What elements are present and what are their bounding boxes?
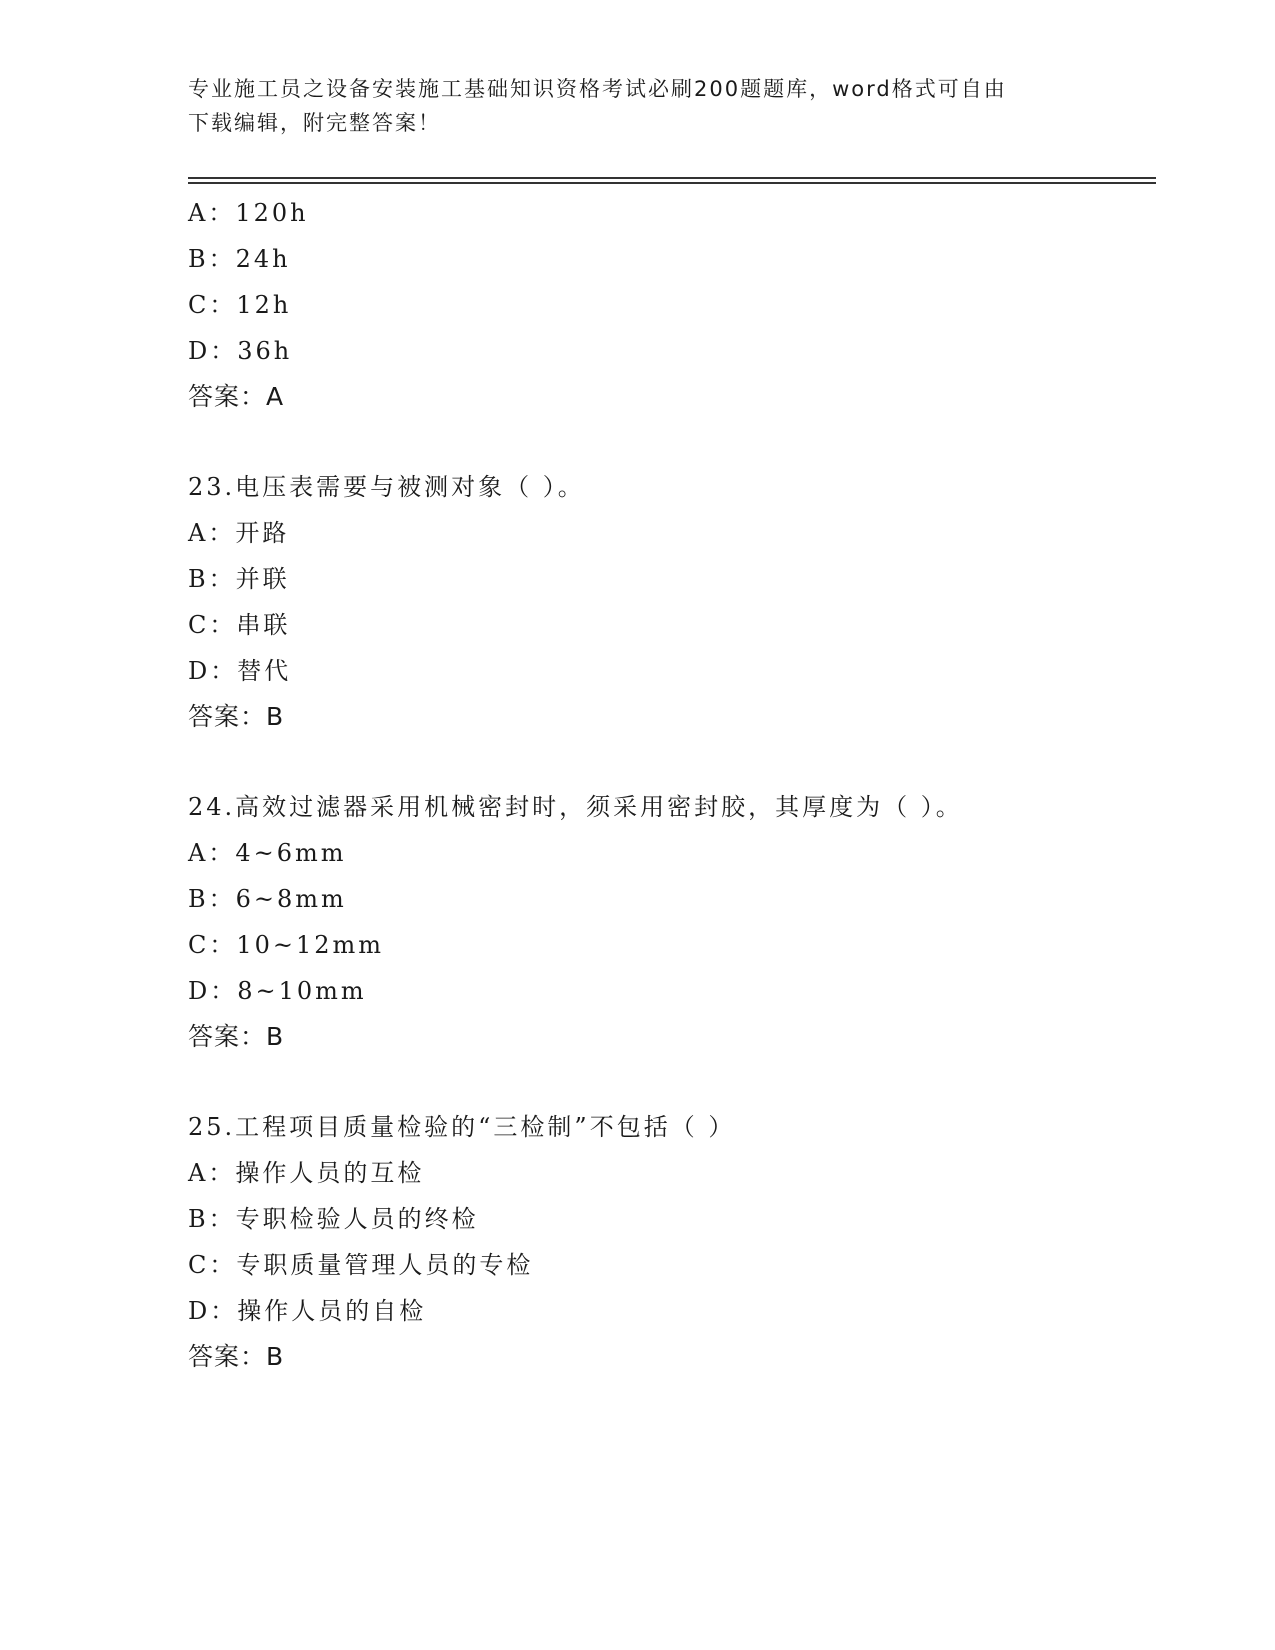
option-c: C：12h <box>188 291 292 319</box>
option-a: A：操作人员的互检 <box>188 1159 425 1187</box>
question-24 <box>188 784 1156 1060</box>
header-divider-top <box>188 177 1156 179</box>
option-d: D：8~10mm <box>188 977 367 1005</box>
spacer <box>188 1060 1156 1104</box>
question-25 <box>188 1104 1156 1380</box>
option-a: A：开路 <box>188 519 290 547</box>
option-a: A：4~6mm <box>188 839 347 867</box>
option-d: D：替代 <box>188 657 292 685</box>
option-b: B：24h <box>188 245 291 273</box>
spacer <box>188 420 1156 464</box>
header-divider-bottom <box>188 182 1156 184</box>
question-23 <box>188 464 1156 740</box>
option-b: B：专职检验人员的终检 <box>188 1205 479 1233</box>
question-text: 25.工程项目质量检验的“三检制”不包括（ ） <box>188 1113 736 1141</box>
question-22 <box>188 190 1156 420</box>
option-d: D：操作人员的自检 <box>188 1297 427 1325</box>
question-text: 24.高效过滤器采用机械密封时，须采用密封胶，其厚度为（ ）。 <box>188 793 963 821</box>
spacer <box>188 740 1156 784</box>
option-c: C：10~12mm <box>188 931 385 959</box>
header-line-1: 专业施工员之设备安装施工基础知识资格考试必刷200题题库，word格式可自由 <box>188 77 1007 101</box>
option-a: A：120h <box>188 199 309 227</box>
answer: 答案：B <box>188 702 285 731</box>
option-c: C：专职质量管理人员的专检 <box>188 1251 534 1279</box>
question-list <box>188 190 1156 1380</box>
option-d: D：36h <box>188 337 293 365</box>
answer: 答案：B <box>188 1342 285 1371</box>
question-text: 23.电压表需要与被测对象（ ）。 <box>188 473 585 501</box>
header-line-2: 下载编辑，附完整答案！ <box>188 111 441 135</box>
option-b: B：6~8mm <box>188 885 347 913</box>
page-header <box>188 72 1068 140</box>
option-c: C：串联 <box>188 611 291 639</box>
answer: 答案：B <box>188 1022 285 1051</box>
option-b: B：并联 <box>188 565 290 593</box>
answer: 答案：A <box>188 382 285 411</box>
